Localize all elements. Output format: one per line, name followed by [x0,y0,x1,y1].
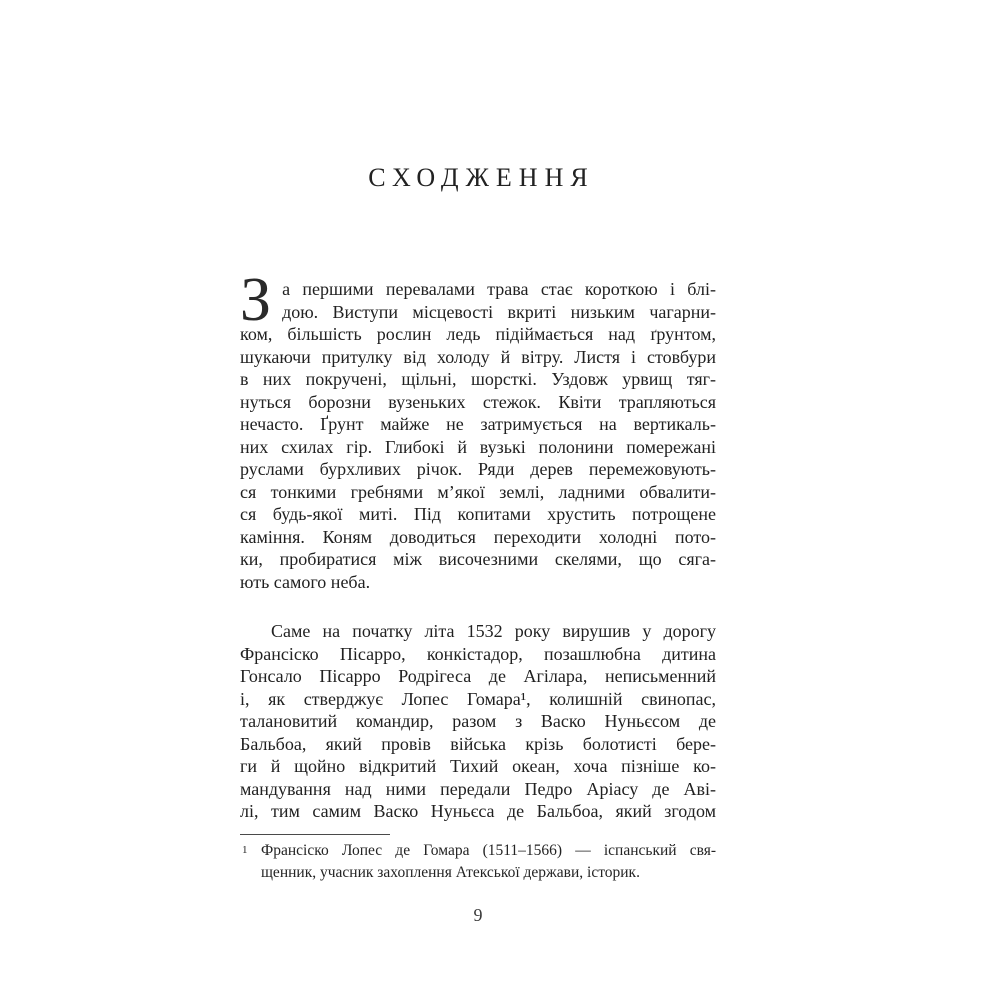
footnote-divider [240,834,390,835]
paragraph-one-lines [240,266,716,593]
text-line: ги й щойно відкритий Тихий океан, хоча пізніше ко- [240,756,716,776]
page-number: 9 [473,904,483,925]
text-block [240,0,716,926]
text-line: ком, більшість рослин ледь підіймається над ґрунтом, [240,324,716,344]
text-line: і, як стверджує Лопес Гомара¹, колишній свинопас, [240,688,716,709]
text-line: Бальбоа, який провів війська крізь болотисті бере- [240,733,716,754]
text-line: щенник, учасник захоплення Атекської держави, історик. [261,863,640,881]
text-line: дою. Виступи місцевості вкриті низьким чагарни- [282,301,716,322]
text-line: талановитий командир, разом з Васко Нуньєсом де [240,711,716,731]
text-line: нуться борозни вузеньких стежок. Квіти трапляються [240,391,716,412]
footnote-text [240,840,716,884]
text-line: нечасто. Ґрунт майже не затримується на вертикаль- [240,414,716,434]
text-line: ся будь-якої миті. Під копитами хрустить потрощене [240,504,716,524]
drop-cap: З [240,266,272,334]
text-line: шукаючи притулку від холоду й вітру. Листя і стовбури [240,346,716,367]
footnote-lines [261,840,716,884]
text-line: Франсіско Лопес де Гомара (1511–1566) — іспанський свя- [261,841,716,859]
text-line: ся тонкими гребнями м’якої землі, ладними обвалити- [240,481,716,502]
paragraph-one [240,266,716,593]
text-line: в них покручені, щільні, шорсткі. Уздовж урвищ тяг- [240,369,716,389]
text-line: Саме на початку літа 1532 року вирушив у дорогу [271,621,716,641]
chapter-title: СХОДЖЕННЯ [368,163,595,192]
text-line: лі, тим самим Васко Нуньєса де Бальбоа, який згодом [240,801,716,821]
footnote [240,834,716,884]
text-line: Франсіско Пісарро, конкістадор, позашлюбна дитина [240,643,716,664]
text-line: Гонсало Пісарро Родрігеса де Агілара, неписьменний [240,666,716,686]
text-line: мандування над ними передали Педро Аріасу де Аві- [240,778,716,799]
paragraph-two-lines [240,620,716,823]
footnote-marker: 1 [242,843,248,856]
text-line: ють самого неба. [240,571,371,592]
text-line: руслами бурхливих річок. Ряди дерев перемежовують- [240,459,716,479]
text-line: а першими перевалами трава стає короткою і блі- [282,279,716,299]
text-line: ки, пробиратися між височезними скелями, що сяга- [240,549,716,569]
text-line: них схилах гір. Глибокі й вузькі полонини помережані [240,436,716,457]
paragraph-two [240,620,716,823]
text-line: каміння. Коням доводиться переходити холодні пото- [240,526,716,547]
